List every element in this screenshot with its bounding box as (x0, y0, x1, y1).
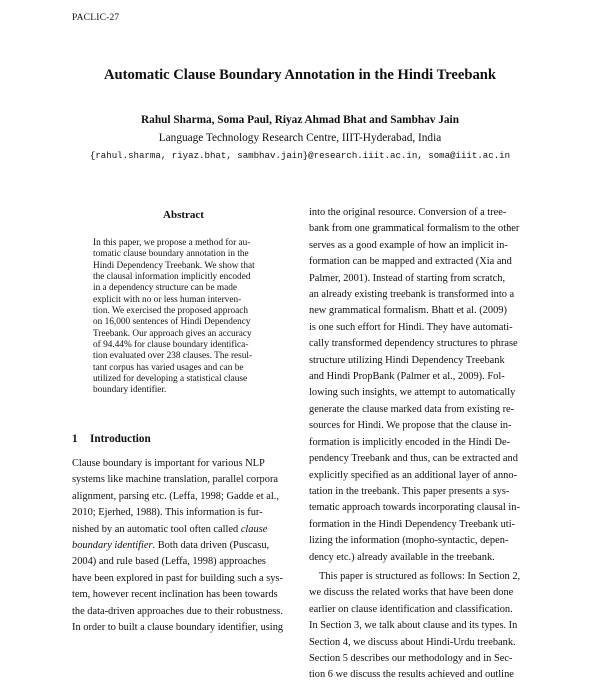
body-line: the data-driven approaches due to their robustness. (72, 605, 283, 617)
body-line: In order to built a clause boundary identifier, using (72, 622, 284, 634)
body-line: tem, however recent inclination has been towards (72, 589, 278, 601)
body-line: is one such effort for Hindi. They have automati- (309, 321, 513, 333)
author-emails: {rahul.sharma, riyaz.bhat, sambhav.jain}@research.iiit.ac.in, soma@iiit.ac.in (89, 150, 511, 161)
body-line: cally transformed dependency structures to phrase (309, 338, 518, 350)
body-line: formation can be mapped and extracted (Xia and (309, 256, 512, 268)
abstract-line: of 94.44% for clause boundary identifica- (93, 340, 249, 351)
abstract-line: explicit with no or less human interven- (93, 294, 242, 305)
body-line (72, 522, 297, 538)
body-line: dency etc.) already available in the treebank. (309, 551, 495, 563)
affiliation: Language Technology Research Centre, IIIT-Hyderabad, India (158, 132, 442, 144)
body-line: generate the clause marked data from existing re- (309, 403, 515, 415)
body-line: formation in the Hindi Dependency Treebank uti- (309, 518, 516, 530)
body-line: In Section 3, we talk about clause and its types. In (309, 620, 518, 632)
section-heading-introduction (72, 433, 151, 445)
abstract-line: In this paper, we propose a method for au- (93, 238, 251, 248)
right-column-body (309, 205, 531, 684)
body-line: 2010; Ejerhed, 1988). This information is fur- (72, 507, 263, 519)
body-line: systems like machine translation, parallel corpora (72, 474, 279, 486)
body-line: an already existing treebank is transformed into a (309, 289, 515, 301)
abstract-line: utilized for developing a statistical clause (93, 374, 248, 385)
italic-term: boundary identifier (72, 540, 153, 552)
abstract-line: tomatic clause boundary annotation in the (93, 249, 249, 260)
paper-title: Automatic Clause Boundary Annotation in the Hindi Treebank (103, 67, 497, 83)
body-text: . Both data driven (Puscasu, (152, 540, 270, 552)
abstract-line: tant corpus has varied usages and can be (93, 362, 244, 373)
body-line: This paper is structured as follows: In Section 2, (319, 570, 521, 582)
body-line: alignment, parsing etc. (Leffa, 1998; Gadde et al., (72, 490, 279, 502)
body-line: Clause boundary is important for various NLP (72, 458, 265, 469)
body-line: Section 5 describes our methodology and in Sec- (309, 652, 513, 664)
body-line: have been explored in past for building such a sys- (72, 572, 283, 584)
section-number: 1 (72, 433, 78, 445)
body-line: formation is implicitly encoded in the Hindi De- (309, 436, 511, 448)
body-line (72, 538, 297, 554)
introduction-body (72, 456, 297, 636)
body-line: structure utilizing Hindi Dependency Treebank (309, 354, 505, 366)
section-title: Introduction (90, 433, 151, 445)
abstract-line: Treebank. Our approach gives an accuracy (93, 328, 252, 339)
body-line: Palmer, 2001). Instead of starting from scratch, (309, 272, 506, 284)
body-line: explicitly specified as an additional layer of anno- (309, 469, 518, 481)
body-line: sources for Hindi. We propose that the clause in- (309, 420, 512, 432)
body-line: lowing such insights, we attempt to automatically (309, 387, 516, 399)
body-line: into the original resource. Conversion of a tree- (309, 207, 507, 218)
body-line: tation in the treebank. This paper presents a sys- (309, 485, 510, 497)
body-line: new grammatical formalism. Bhatt et al. (2009) (309, 305, 507, 317)
body-line: tematic approach towards incorporating clausal in- (309, 502, 520, 514)
body-line: Section 4, we discuss about Hindi-Urdu treebank. (309, 636, 516, 648)
body-line: lizing the information (mopho-syntactic, depen- (309, 535, 509, 547)
abstract-line: tion evaluated over 238 clauses. The resul- (93, 351, 253, 362)
abstract-line: in a dependency structure can be made (93, 283, 238, 294)
abstract-line: the clausal information implicitly encoded (93, 272, 251, 283)
body-line: tion 6 we discuss the results achieved and outline (309, 669, 514, 681)
abstract-line: boundary identifier. (93, 385, 167, 396)
body-line: 2004) and rule based (Leffa, 1998) approaches (72, 556, 266, 568)
body-line: earlier on clause identification and classification. (309, 603, 513, 615)
body-line: we discuss the related works that have been done (309, 587, 514, 599)
abstract-heading: Abstract (163, 209, 204, 221)
body-line: serves as a good example of how an implicit in- (309, 239, 508, 251)
abstract-line: tion. We exercised the proposed approach (93, 306, 249, 317)
abstract-line: Hindi Dependency Treebank. We show that (93, 260, 255, 271)
body-line: pendency Treebank and thus, can be extracted and (309, 453, 518, 465)
body-line: bank from one grammatical formalism to the other (309, 223, 520, 235)
abstract-line: on 16,000 sentences of Hindi Dependency (93, 317, 251, 328)
body-text: nished by an automatic tool often called (72, 523, 241, 535)
conference-header: PACLIC-27 (72, 13, 120, 23)
abstract-body (93, 238, 273, 397)
body-line: and Hindi PropBank (Palmer et al., 2009). Fol- (309, 371, 505, 383)
italic-term: clause (240, 523, 268, 535)
author-list: Rahul Sharma, Soma Paul, Riyaz Ahmad Bhat and Sambhav Jain (141, 114, 459, 126)
